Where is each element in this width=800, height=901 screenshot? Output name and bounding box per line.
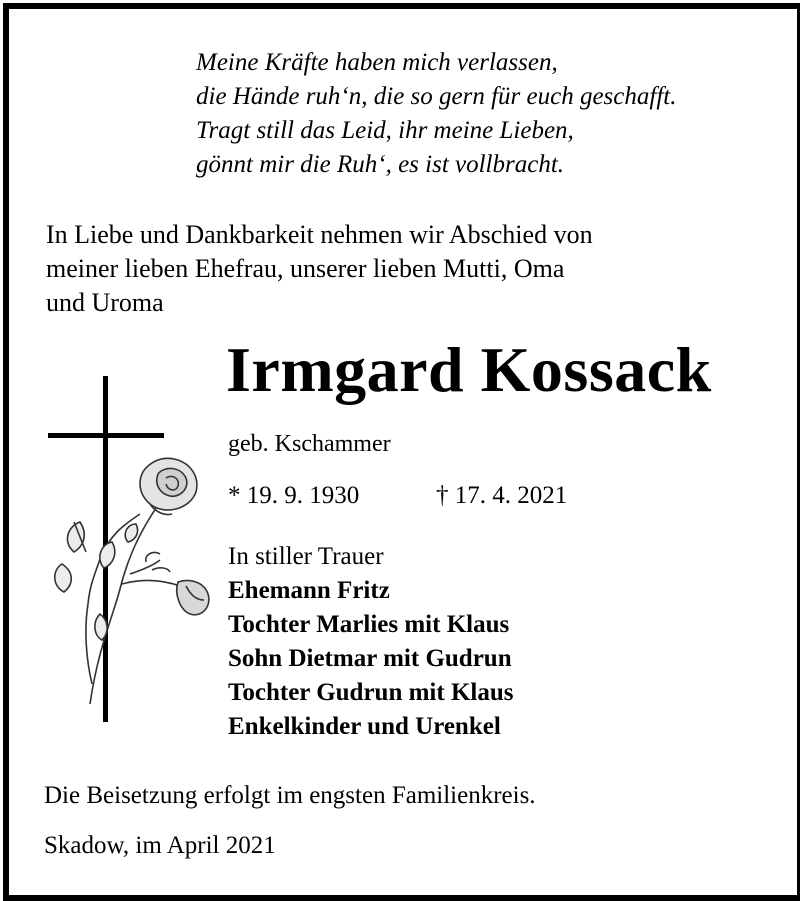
mourner: Tochter Gudrun mit Klaus bbox=[228, 679, 514, 706]
mourner: Enkelkinder und Urenkel bbox=[228, 713, 501, 740]
poem bbox=[196, 46, 676, 182]
intro-text bbox=[46, 218, 746, 320]
burial-note: Die Beisetzung erfolgt im engsten Familienkreis. bbox=[44, 782, 536, 809]
rose-icon bbox=[55, 458, 209, 704]
birth-name: geb. Kschammer bbox=[228, 431, 391, 457]
mourner: Tochter Marlies mit Klaus bbox=[228, 611, 510, 638]
cross-and-rose-artwork bbox=[40, 374, 220, 724]
poem-line: gönnt mir die Ruh‘, es ist vollbracht. bbox=[196, 151, 565, 178]
poem-line: die Hände ruh‘n, die so gern für euch geschafft. bbox=[196, 83, 677, 110]
poem-line: Tragt still das Leid, ihr meine Lieben, bbox=[196, 117, 574, 144]
mourning-heading: In stiller Trauer bbox=[228, 543, 384, 570]
intro-line: und Uroma bbox=[46, 288, 164, 317]
mourner: Sohn Dietmar mit Gudrun bbox=[228, 645, 512, 672]
intro-line: meiner lieben Ehefrau, unserer lieben Mutti, Oma bbox=[46, 254, 565, 283]
poem-line: Meine Kräfte haben mich verlassen, bbox=[196, 49, 558, 76]
intro-line: In Liebe und Dankbarkeit nehmen wir Abschied von bbox=[46, 220, 593, 249]
place-date: Skadow, im April 2021 bbox=[44, 832, 276, 859]
death-date: † 17. 4. 2021 bbox=[436, 482, 568, 509]
birth-date: * 19. 9. 1930 bbox=[228, 482, 360, 509]
deceased-name: Irmgard Kossack bbox=[226, 334, 712, 405]
mourner: Ehemann Fritz bbox=[228, 577, 390, 604]
mourners-list bbox=[228, 540, 513, 744]
